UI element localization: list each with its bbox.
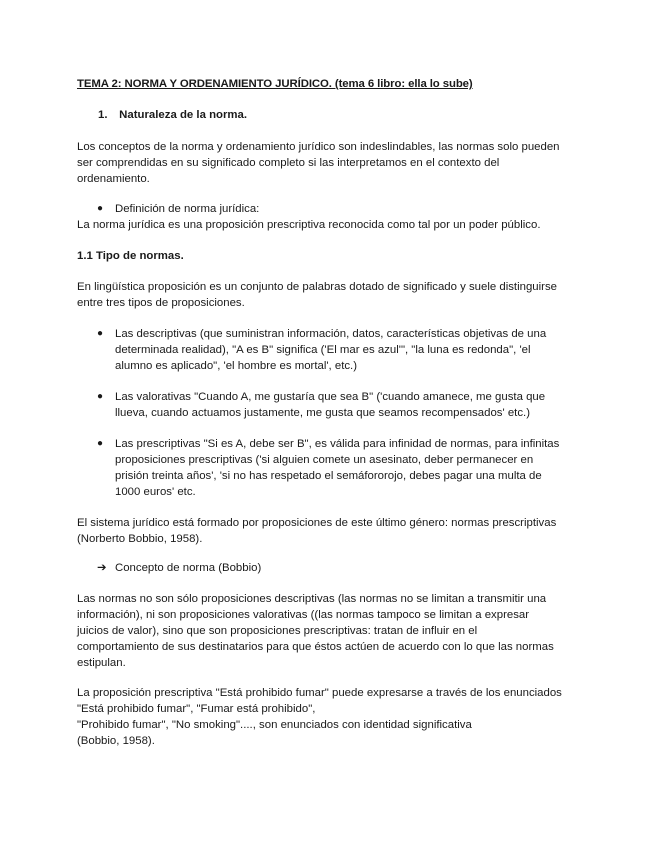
text-line: La norma jurídica es una proposición prescriptiva reconocida como tal por un poder público.	[77, 219, 541, 231]
text-line: llueva, cuando actuamos justamente, me gusta que seamos recompensados' etc.)	[115, 407, 530, 419]
text-line: comportamiento de sus destinatarios para que éstos actúen de acuerdo con lo que las normas	[77, 641, 554, 653]
text-line: 1000 euros' etc.	[115, 486, 196, 498]
smoking-paragraph	[77, 685, 582, 749]
list-item-text	[115, 389, 577, 421]
text-line: (Norberto Bobbio, 1958).	[77, 533, 203, 545]
intro-paragraph	[77, 139, 582, 187]
linguistics-paragraph	[77, 279, 582, 311]
text-line: (Bobbio, 1958).	[77, 735, 155, 747]
subsection-heading: 1.1 Tipo de normas.	[77, 250, 184, 262]
text-line: La proposición prescriptiva "Está prohibido fumar" puede expresarse a través de los enunciados	[77, 687, 562, 699]
bullet-icon: ●	[97, 391, 104, 402]
list-item-descriptive	[97, 326, 577, 374]
section-number: 1.	[98, 109, 108, 121]
bullet-icon: ●	[97, 328, 104, 339]
text-line: estipulan.	[77, 657, 126, 669]
text-line: Las normas no son sólo proposiciones descriptivas (las normas no se limitan a transmitir una	[77, 593, 547, 605]
list-item-prescriptive	[97, 436, 577, 500]
text-line: proposiciones prescriptivas ('si alguien comete un asesinato, deber permanecer en	[115, 454, 534, 466]
text-line: Las descriptivas (que suministran información, datos, características objetivas de una	[115, 328, 547, 340]
definition-bullet	[97, 201, 577, 217]
text-line: El sistema jurídico está formado por proposiciones de este último género: normas prescriptivas	[77, 517, 557, 529]
concept-arrow-item	[97, 560, 577, 576]
list-item-evaluative	[97, 389, 577, 421]
section-heading-text: Naturaleza de la norma.	[119, 109, 248, 121]
text-line: "Prohibido fumar", "No smoking"...., son enunciados con identidad significativa	[77, 719, 472, 731]
text-line: juicios de valor), sino que son proposiciones prescriptivas: tratan de influir en el	[77, 625, 478, 637]
text-line: Las prescriptivas "Si es A, debe ser B", es válida para infinidad de normas, para infinitas	[115, 438, 560, 450]
bullet-icon: ●	[97, 438, 104, 449]
text-line: alumno es aplicado", 'el hombre es mortal', etc.)	[115, 360, 358, 372]
text-line: Los conceptos de la norma y ordenamiento jurídico son indeslindables, las normas solo pueden	[77, 141, 560, 153]
text-line: En lingüística proposición es un conjunto de palabras dotado de significado y suele distinguirse	[77, 281, 557, 293]
arrow-right-icon: ➔	[97, 562, 107, 574]
concept-item-text: Concepto de norma (Bobbio)	[115, 562, 262, 574]
list-item-text	[115, 436, 577, 500]
text-line: determinada realidad), "A es B" significa ('El mar es azul'", "la luna es redonda", 'el	[115, 344, 531, 356]
bobbio-paragraph	[77, 591, 582, 671]
definition-bullet-text: Definición de norma jurídica:	[115, 203, 260, 215]
text-line: entre tres tipos de proposiciones.	[77, 297, 245, 309]
system-paragraph	[77, 515, 582, 547]
text-line: ordenamiento.	[77, 173, 150, 185]
text-line: ser comprendidas en su significado completo si las interpretamos en el contexto del	[77, 157, 500, 169]
text-line: "Está prohibido fumar", "Fumar está prohibido",	[77, 703, 316, 715]
document-title: TEMA 2: NORMA Y ORDENAMIENTO JURÍDICO. (tema 6 libro: ella lo sube)	[77, 78, 473, 90]
text-line: información), ni son proposiciones valorativas ((las normas tampoco se limitan a expresar	[77, 609, 530, 621]
list-item-text	[115, 326, 577, 374]
text-line: Las valorativas "Cuando A, me gustaría que sea B" ('cuando amanece, me gusta que	[115, 391, 546, 403]
text-line: prisión treinta años', 'si no has respetado el semáfororojo, debes pagar una multa de	[115, 470, 542, 482]
bullet-icon: ●	[97, 203, 104, 214]
section-heading	[98, 107, 603, 123]
definition-paragraph	[77, 217, 582, 233]
